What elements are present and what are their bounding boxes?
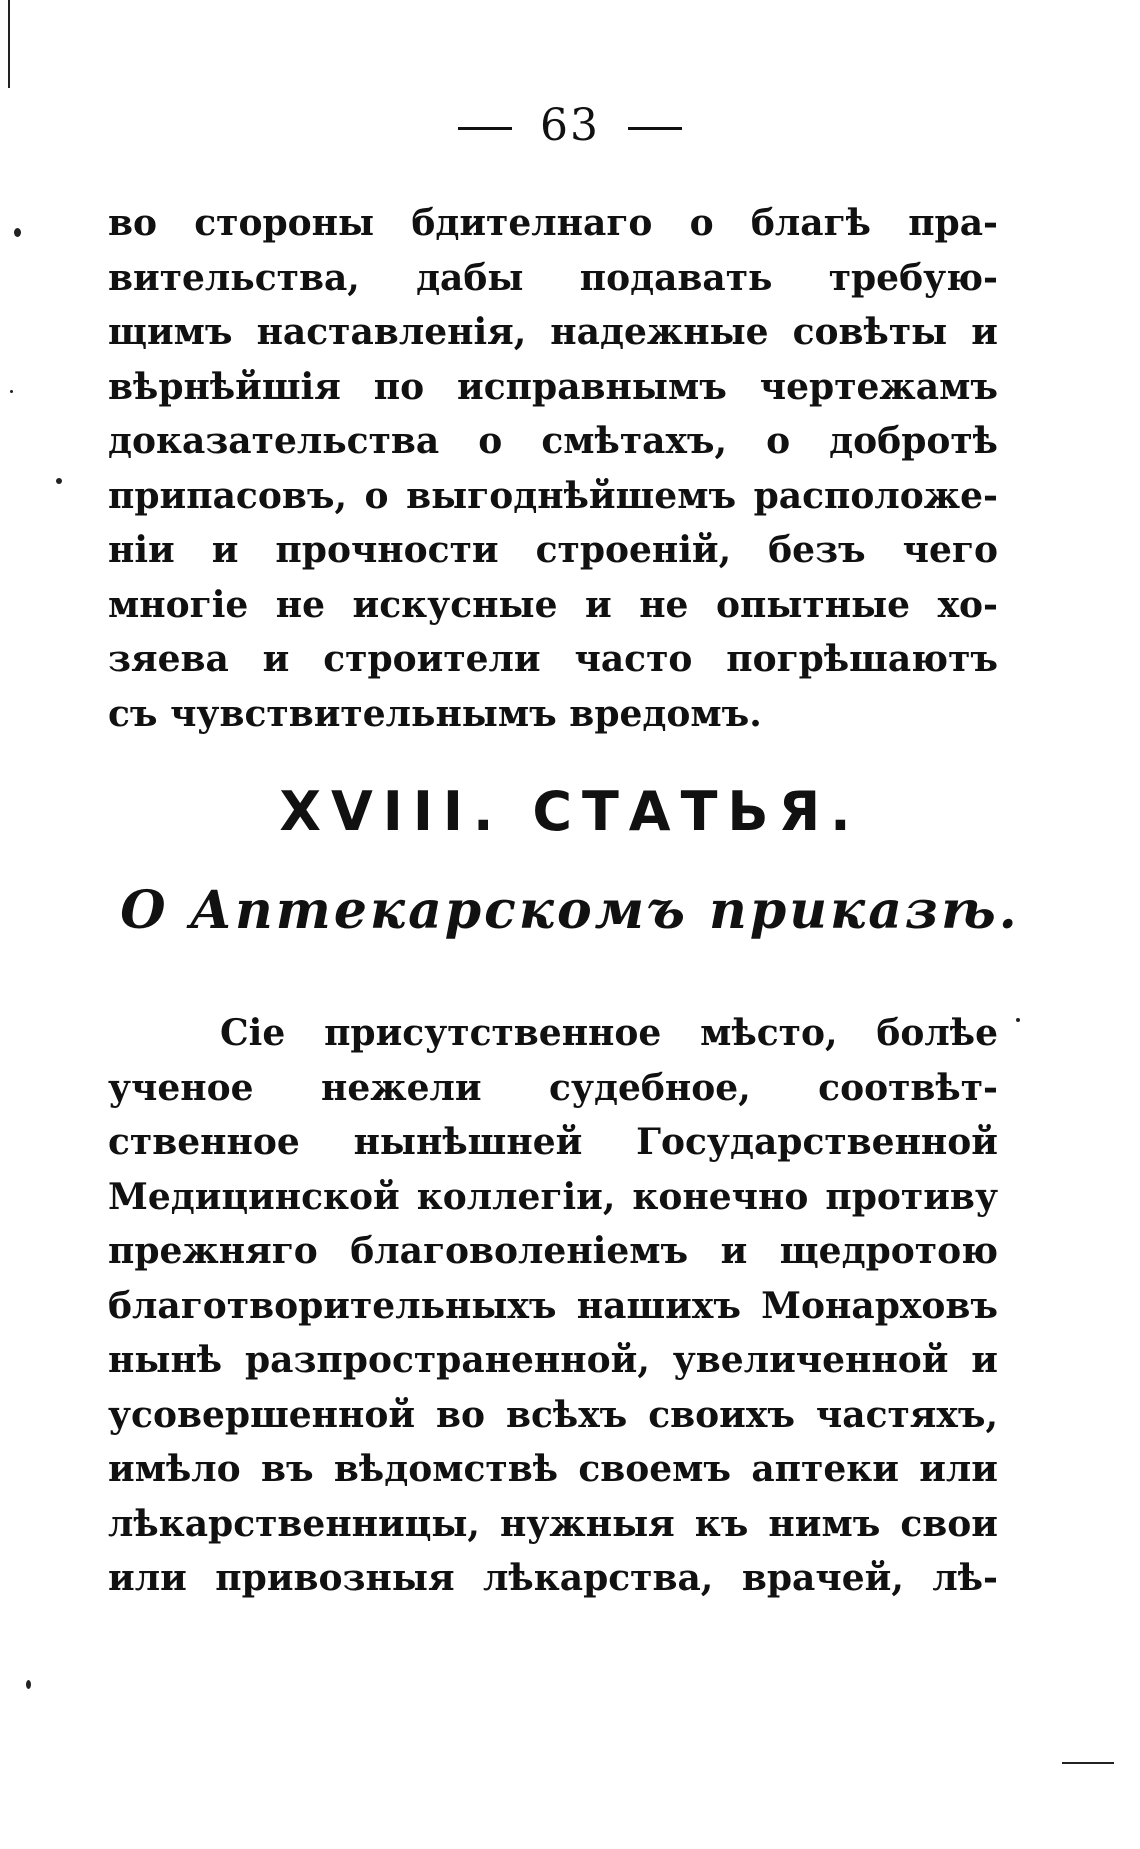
text-line: или привозныя лѣкарства, врачей, лѣ- bbox=[108, 1557, 998, 1599]
ink-speck bbox=[26, 1680, 31, 1689]
text-line: Медицинской коллегіи, конечно противу bbox=[108, 1175, 998, 1218]
text-line: благотворительныхъ нашихъ Монарховъ bbox=[108, 1284, 998, 1327]
text-line: ніи и прочности строеній, безъ чего bbox=[108, 529, 998, 571]
text-line: многіе не искусные и не опытные хо- bbox=[108, 583, 998, 626]
text-line: имѣло въ вѣдомствѣ своемъ аптеки или bbox=[108, 1448, 998, 1490]
text-line: съ чувствительнымъ вредомъ. bbox=[108, 692, 762, 735]
text-line: щимъ наставленія, надежные совѣты и bbox=[108, 311, 998, 353]
footer-rule bbox=[1062, 1762, 1114, 1764]
page-edge-rule bbox=[8, 0, 10, 88]
text-line: во стороны бдителнаго о благѣ пра- bbox=[108, 202, 998, 244]
paragraph-main bbox=[108, 1006, 998, 1606]
text-line: лѣкарственницы, нужныя къ нимъ свои bbox=[108, 1502, 998, 1545]
section-subheading: О Аптекарскомъ приказѣ. bbox=[120, 880, 1020, 941]
ink-speck bbox=[10, 390, 13, 393]
page-number-value: 63 bbox=[540, 100, 600, 151]
ink-speck bbox=[1016, 1018, 1020, 1022]
ink-speck bbox=[14, 228, 21, 237]
text-line: ученое нежели судебное, соотвѣт- bbox=[108, 1066, 998, 1109]
page-number-dash-left bbox=[458, 127, 512, 130]
page-number bbox=[0, 100, 1140, 151]
text-line: прежняго благоволеніемъ и щедротою bbox=[108, 1230, 998, 1272]
page-number-dash-right bbox=[628, 127, 682, 130]
text-line: зяева и строители часто погрѣшаютъ bbox=[108, 638, 998, 680]
text-line: вѣрнѣйшія по исправнымъ чертежамъ bbox=[108, 365, 998, 408]
text-line: припасовъ, о выгоднѣйшемъ расположе- bbox=[108, 474, 998, 517]
ink-speck bbox=[56, 478, 62, 484]
text-line: вительства, дабы подавать требую- bbox=[108, 256, 998, 299]
paragraph-continued bbox=[108, 196, 998, 741]
text-line: доказательства о смѣтахъ, о добротѣ bbox=[108, 420, 998, 462]
text-line: нынѣ разпространенной, увеличенной и bbox=[108, 1339, 998, 1381]
section-heading: XVIII. СТАТЬЯ. bbox=[279, 780, 861, 843]
text-line: ственное нынѣшней Государственной bbox=[108, 1121, 998, 1163]
text-line: Сіе присутственное мѣсто, болѣе bbox=[220, 1012, 998, 1054]
text-line: усовершенной во всѣхъ своихъ частяхъ, bbox=[108, 1393, 998, 1436]
